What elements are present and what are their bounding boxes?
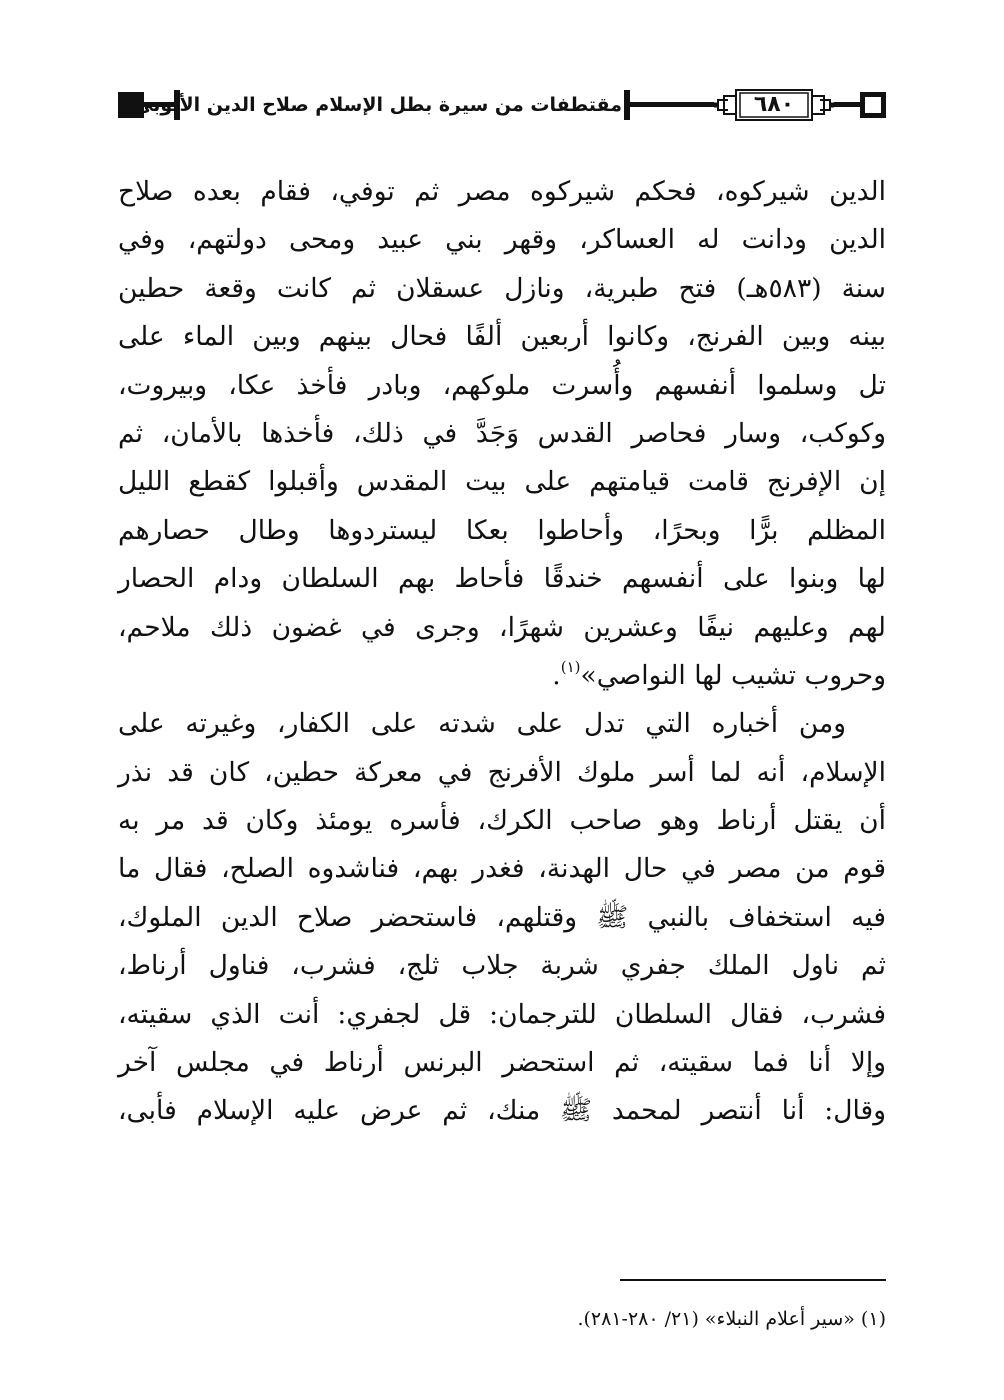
text-line: وحروب تشيب لها النواصي» xyxy=(580,659,886,691)
text-line: وقال: أنا أنتصر لمحمد ﷺ منك، ثم عرض عليه الإسلام فأبى، xyxy=(118,1095,886,1127)
header-mid-rule xyxy=(630,102,714,107)
text-line: ثم ناول الملك جفري شربة جلاب ثلج، فشرب، فناول أرناط، xyxy=(118,950,886,982)
text-line: فيه استخفاف بالنبي ﷺ وقتلهم، فاستحضر صلاح الدين الملوك، xyxy=(118,901,886,933)
text-line: لها وبنوا على أنفسهم خندقًا فأحاط بهم السلطان ودام الحصار xyxy=(118,563,886,595)
text-line: قوم من مصر في حال الهدنة، فغدر بهم، فناشدوه الصلح، فقال ما xyxy=(118,853,886,885)
running-title: مقتطفات من سيرة بطل الإسلام صلاح الدين الأيوبي xyxy=(296,90,622,120)
text-line: الإسلام، أنه لما أسر ملوك الأفرنج في معركة حطين، كان قد نذر xyxy=(118,756,886,788)
text-line: سنة (٥٨٣هـ) فتح طبرية، ونازل عسقلان ثم كانت وقعة حطين xyxy=(118,272,886,304)
line-end-period: . xyxy=(552,659,561,691)
header-right-rule xyxy=(834,102,862,107)
footnote-separator xyxy=(620,1279,886,1281)
page-number: ٦٨٠ xyxy=(753,92,795,117)
main-text xyxy=(118,168,886,1136)
text-line: وإلا أنا فما سقيته، ثم استحضر البرنس أرناط في مجلس آخر xyxy=(118,1047,886,1079)
text-line: تل وسلموا أنفسهم وأُسرت ملوكهم، وبادر فأخذ عكا، وبيروت، xyxy=(118,369,886,401)
text-line: المظلم برًّا وبحرًا، وأحاطوا بعكا ليستردوها وطال حصارهم xyxy=(118,514,886,546)
header-right-square-ornament xyxy=(860,92,886,118)
text-line: ومن أخباره التي تدل على شدته على الكفار، وغيرته على xyxy=(118,708,846,740)
footnote: (١) «سير أعلام النبلاء» (٢١/ ٢٨٠-٢٨١). xyxy=(577,1308,886,1330)
footnote-reference: (١) xyxy=(560,657,581,676)
text-line: أن يقتل أرناط وهو صاحب الكرك، فأسره يومئذ وكان قد مر به xyxy=(118,805,886,837)
page-number-frame xyxy=(714,88,834,122)
text-line: لهم وعليهم نيفًا وعشرين شهرًا، وجرى في غضون ذلك ملاحم، xyxy=(118,611,886,643)
text-line: الدين ودانت له العساكر، وقهر بني عبيد ومحى دولتهم، وفي xyxy=(118,224,886,256)
text-line: إن الإفرنج قامت قيامتهم على بيت المقدس وأقبلوا كقطع الليل xyxy=(118,466,886,498)
paragraph-end-line xyxy=(118,652,886,700)
text-line: وكوكب، وسار فحاصر القدس وَجَدَّ في ذلك، فأخذها بالأمان، ثم xyxy=(118,417,886,449)
text-line: بينه وبين الفرنج، وكانوا أربعين ألفًا فحال بينهم وبين الماء على xyxy=(118,321,886,353)
text-line: فشرب، فقال السلطان للترجمان: قل لجفري: أنت الذي سقيته، xyxy=(118,998,886,1030)
text-line: الدين شيركوه، فحكم شيركوه مصر ثم توفي، فقام بعده صلاح xyxy=(118,176,886,207)
page-header xyxy=(118,88,886,122)
